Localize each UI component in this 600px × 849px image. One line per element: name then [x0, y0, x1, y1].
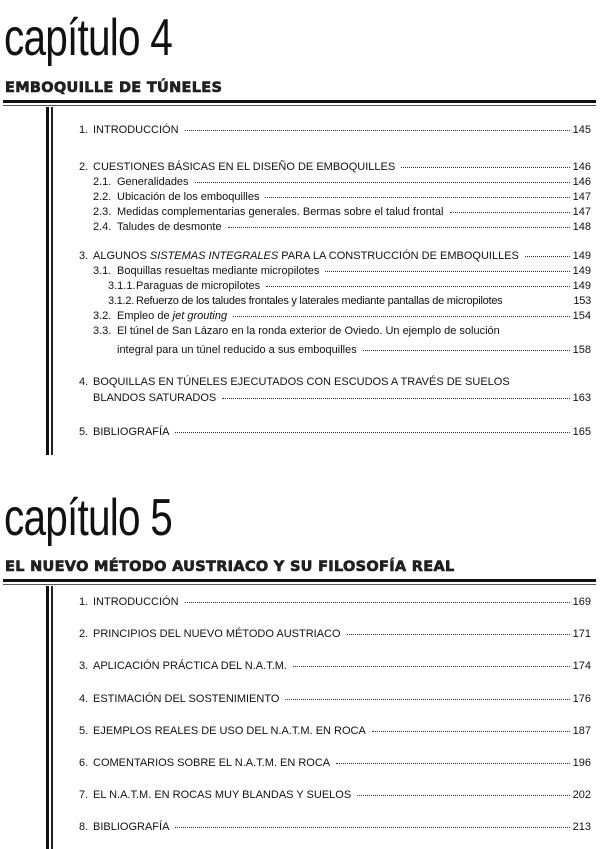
page-number: 165: [572, 426, 591, 438]
entry-number: 4.: [79, 376, 89, 388]
dot-leader: [285, 699, 569, 700]
entry-number: 2.: [79, 628, 89, 641]
dot-leader: [401, 167, 569, 168]
entry-title: PRINCIPIOS DEL NUEVO MÉTODO AUSTRIACO: [93, 628, 341, 641]
entry-title: INTRODUCCIÓN: [93, 124, 179, 136]
page-number: 202: [572, 789, 591, 802]
page-number: 153: [573, 295, 591, 307]
chapter-heading: EMBOQUILLE DE TÚNELES: [5, 80, 223, 96]
entry-title: integral para un túnel reducido a sus emboquilles: [117, 344, 357, 356]
page-number: 213: [572, 821, 591, 834]
toc-entry[interactable]: [79, 789, 591, 802]
page-number: 149: [572, 250, 591, 262]
toc-entry[interactable]: [93, 325, 591, 338]
entry-title: Paraguas de micropilotes: [136, 280, 261, 292]
toc-entry[interactable]: [79, 250, 591, 263]
entry-number: 5.: [79, 724, 89, 737]
entry-title: EL N.A.T.M. EN ROCAS MUY BLANDAS Y SUELOS: [93, 789, 352, 802]
toc-entry-continued[interactable]: [93, 392, 591, 405]
page-number: 196: [572, 757, 591, 769]
toc-entry[interactable]: [79, 596, 591, 609]
dot-leader: [265, 197, 569, 198]
chapter-title: capítulo 5: [4, 489, 173, 547]
toc-entry[interactable]: [108, 295, 591, 308]
page-number: 171: [572, 628, 591, 641]
entry-title: El túnel de San Lázaro en la ronda exterior de Oviedo. Un ejemplo de solución: [117, 325, 500, 337]
toc-entry[interactable]: [79, 693, 591, 706]
entry-number: 5.: [79, 426, 89, 438]
dot-leader: [325, 271, 569, 272]
page-number: 174: [572, 660, 591, 673]
entry-number: 1.: [79, 596, 89, 608]
chapter-title: capítulo 4: [4, 9, 173, 67]
entry-number: 3.3.: [93, 325, 112, 337]
entry-title-part: Empleo de: [117, 310, 173, 322]
dot-leader: [293, 666, 570, 667]
entry-title: BIBLIOGRAFÍA: [93, 821, 170, 834]
dot-leader: [525, 256, 570, 257]
entry-number: 3.: [79, 250, 89, 262]
entry-number: 3.2.: [93, 310, 112, 322]
entry-number: 2.2.: [93, 191, 112, 203]
page-number: 158: [572, 344, 591, 356]
entry-title: CUESTIONES BÁSICAS EN EL DISEÑO DE EMBOQUILLES: [93, 161, 396, 173]
toc-entry[interactable]: [79, 161, 591, 174]
entry-number: 3.: [79, 660, 89, 673]
entry-number: 4.: [79, 692, 89, 705]
page-number: 169: [572, 596, 591, 608]
toc-entry[interactable]: [93, 176, 591, 189]
entry-number: 3.1.2.: [108, 295, 135, 307]
toc-entry[interactable]: [79, 426, 591, 439]
toc-entry[interactable]: [93, 310, 591, 323]
heading-rule-thin: [3, 584, 596, 585]
entry-title-part: ALGUNOS: [93, 250, 150, 262]
page-number: 147: [572, 206, 591, 218]
entry-title: ESTIMACIÓN DEL SOSTENIMIENTO: [93, 692, 280, 705]
margin-bar: [51, 107, 53, 455]
margin-bar: [46, 586, 49, 849]
entry-number: 2.4.: [93, 221, 112, 233]
page-number: 149: [572, 280, 591, 292]
page-number: 176: [572, 692, 591, 705]
entry-title: BIBLIOGRAFÍA: [93, 426, 170, 438]
entry-number: 1.: [79, 124, 89, 136]
entry-title: APLICACIÓN PRÁCTICA DEL N.A.T.M.: [93, 660, 287, 673]
dot-leader: [175, 432, 569, 433]
chapter-heading: EL NUEVO MÉTODO AUSTRIACO Y SU FILOSOFÍA REAL: [5, 559, 455, 575]
toc-entry[interactable]: [79, 376, 591, 389]
entry-number: 8.: [79, 821, 89, 834]
entry-title: Generalidades: [117, 176, 189, 188]
toc-entry[interactable]: [79, 124, 591, 137]
entry-title: BOQUILLAS EN TÚNELES EJECUTADOS CON ESCUDOS A TRAVÉS DE SUELOS: [93, 376, 510, 388]
entry-title: EJEMPLOS REALES DE USO DEL N.A.T.M. EN ROCA: [93, 724, 366, 737]
entry-title: Refuerzo de los taludes frontales y laterales mediante pantallas de micropilotes: [136, 295, 503, 307]
toc-entry-continued[interactable]: [117, 344, 591, 357]
entry-title-part: PARA LA CONSTRUCCIÓN DE EMBOQUILLES: [278, 250, 519, 262]
entry-title: Taludes de desmonte: [117, 221, 222, 233]
page-number: 146: [572, 161, 591, 173]
entry-title: INTRODUCCIÓN: [93, 596, 179, 608]
dot-leader: [175, 827, 569, 828]
page-number: 148: [572, 221, 591, 233]
margin-bar: [51, 586, 53, 849]
entry-number: 3.1.1.: [108, 280, 136, 292]
dot-leader: [185, 130, 570, 131]
page-number: 163: [572, 392, 591, 404]
dot-leader: [185, 602, 570, 603]
dot-leader: [228, 227, 570, 228]
heading-rule: [3, 579, 596, 582]
entry-number: 3.1.: [93, 265, 112, 277]
entry-title: BLANDOS SATURADOS: [93, 392, 217, 404]
page-number: 187: [572, 724, 591, 737]
dot-leader: [266, 286, 570, 287]
entry-title: [93, 250, 519, 263]
entry-number: 7.: [79, 789, 89, 802]
dot-leader: [450, 212, 570, 213]
toc-entry[interactable]: [93, 265, 591, 278]
entry-number: 2.3.: [93, 206, 112, 218]
page-number: 147: [572, 191, 591, 203]
toc-entry[interactable]: [79, 660, 591, 673]
dot-leader: [233, 316, 570, 317]
toc-entry[interactable]: [93, 206, 591, 219]
entry-number: 2.1.: [93, 176, 112, 188]
toc-entry[interactable]: [108, 280, 591, 293]
toc-entry[interactable]: [79, 757, 591, 770]
dot-leader: [195, 182, 570, 183]
page-number: 145: [572, 124, 591, 136]
heading-rule-thin: [3, 105, 596, 106]
dot-leader: [372, 731, 570, 732]
page-number: 154: [572, 310, 591, 322]
toc-entry[interactable]: [79, 821, 591, 834]
margin-bar: [46, 107, 49, 455]
dot-leader: [347, 634, 570, 635]
dot-leader: [357, 795, 569, 796]
page-number: 146: [572, 176, 591, 188]
entry-title-italic: SISTEMAS INTEGRALES: [149, 250, 279, 262]
entry-title: Boquillas resueltas mediante micropilotes: [117, 265, 320, 277]
entry-title-italic: jet grouting: [172, 310, 228, 322]
dot-leader: [222, 398, 569, 399]
entry-title: Ubicación de los emboquilles: [117, 191, 260, 203]
entry-title: COMENTARIOS SOBRE EL N.A.T.M. EN ROCA: [93, 757, 331, 769]
entry-title: Medidas complementarias generales. Bermas sobre el talud frontal: [117, 206, 444, 218]
toc-entry[interactable]: [79, 725, 591, 738]
heading-rule: [3, 100, 596, 103]
page-number: 149: [572, 265, 591, 277]
toc-entry[interactable]: [93, 191, 591, 204]
toc-entry[interactable]: [79, 628, 591, 641]
dot-leader: [336, 763, 569, 764]
entry-number: 2.: [79, 161, 89, 173]
toc-entry[interactable]: [93, 221, 591, 234]
entry-title: [117, 310, 227, 323]
entry-number: 6.: [79, 757, 89, 769]
dot-leader: [363, 350, 570, 351]
